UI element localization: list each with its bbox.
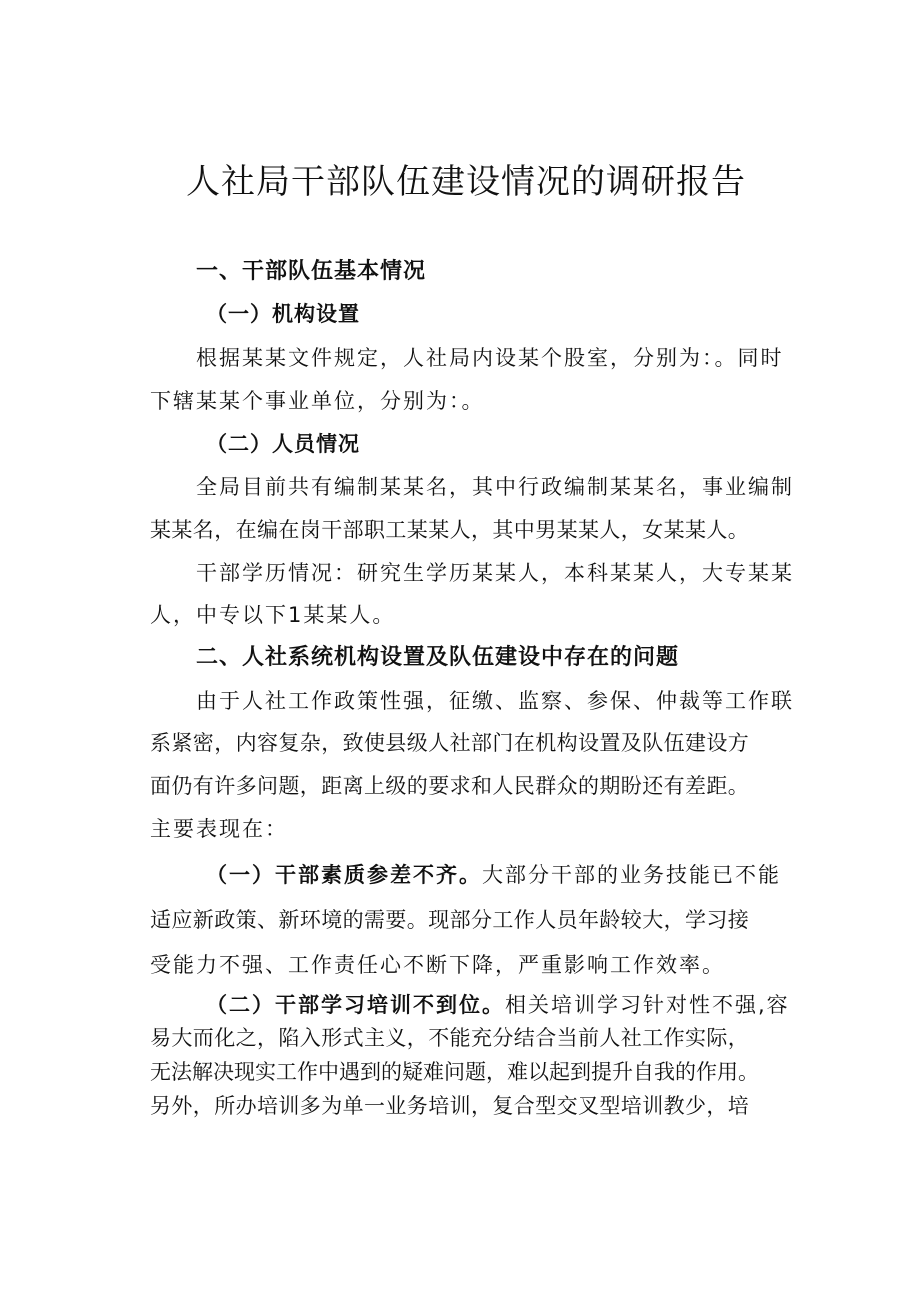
- page-title: 人社局干部队伍建设情况的调研报告: [186, 162, 746, 202]
- paragraph-6-line-1: [206, 990, 856, 1020]
- paragraph-5-line-3: 受能力不强、工作责任心不断下降，严重影响工作效率。: [150, 953, 725, 977]
- paragraph-6-line-2: 易大而化之，陷入形式主义，不能充分结合当前人社工作实际，: [150, 1026, 750, 1050]
- paragraph-3-line-2: 人，中专以下1某某人。: [150, 603, 396, 627]
- paragraph-4-line-3: 面仍有许多问题，距离上级的要求和人民群众的期盼还有差距。: [150, 774, 750, 798]
- paragraph-6-line-4: 另外，所办培训多为单一业务培训，复合型交叉型培训教少，培: [150, 1094, 750, 1118]
- paragraph-1-line-1: 根据某某文件规定，人社局内设某个股室，分别为：。同时: [196, 346, 784, 370]
- paragraph-4-line-4: 主要表现在：: [150, 817, 288, 841]
- paragraph-4-line-2: 系紧密，内容复杂，致使县级人社部门在机构设置及队伍建设方: [150, 731, 750, 755]
- subsection-heading-2: （二）人员情况: [206, 432, 360, 456]
- paragraph-1-line-2: 下辖某某个事业单位，分别为：。: [150, 389, 485, 413]
- subsection-heading-1: （一）机构设置: [206, 302, 360, 326]
- paragraph-2-line-2: 某某名，在编在岗干部职工某某人，其中男某某人，女某某人。: [150, 518, 750, 542]
- paragraph-6-line-1-text: 相关培训学习针对性不强,容: [505, 993, 790, 1017]
- paragraph-3-line-1: 干部学历情况：研究生学历某某人，本科某某人，大专某某: [196, 561, 794, 585]
- paragraph-6-line-3: 无法解决现实工作中遇到的疑难问题，难以起到提升自我的作用。: [150, 1060, 759, 1084]
- paragraph-5-line-2: 适应新政策、新环境的需要。现部分工作人员年龄较大，学习接: [150, 908, 750, 932]
- paragraph-5-line-1: [206, 860, 856, 890]
- paragraph-6-lead: （二）干部学习培训不到位。: [206, 993, 505, 1017]
- section-heading-1: 一、干部队伍基本情况: [196, 259, 427, 284]
- paragraph-4-line-1: 由于人社工作政策性强，征缴、监察、参保、仲裁等工作联: [196, 689, 794, 713]
- section-heading-2: 二、人社系统机构设置及队伍建设中存在的问题: [196, 645, 680, 670]
- paragraph-5-line-1-text: 大部分干部的业务技能已不能: [482, 863, 781, 887]
- paragraph-2-line-1: 全局目前共有编制某某名，其中行政编制某某名，事业编制: [196, 475, 794, 499]
- paragraph-5-lead: （一）干部素质参差不齐。: [206, 863, 482, 887]
